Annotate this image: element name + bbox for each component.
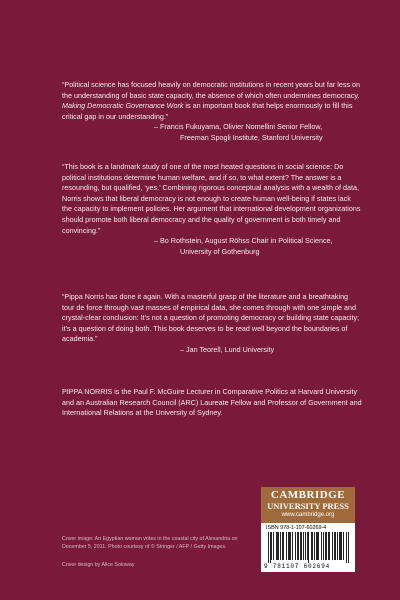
barcode-bar (268, 532, 269, 563)
barcode-bar (289, 532, 290, 560)
publisher-subname: UNIVERSITY PRESS (267, 501, 349, 511)
barcode-bar (271, 532, 272, 560)
barcode-bar (316, 532, 317, 560)
barcode-bar (341, 532, 342, 560)
cover-design-credit: Cover design by Alice Soloway (62, 562, 135, 568)
barcode-bar (335, 532, 336, 560)
barcode-bar (288, 532, 289, 560)
blurb-quote: “Pippa Norris has done it again. With a masterful grasp of the literature and a breathtaking tour de force through vast masses of empirical data, she comes through with one simple and crystal-clear conclusion: It’s not a question of promoting democracy or building state capacity; it’s a question of doing both. This book deserves to be read well beyond the boundaries of academia.” (62, 292, 360, 344)
barcode-bar (311, 532, 312, 560)
author-bio (62, 387, 362, 419)
blurb-teorell (62, 292, 362, 356)
barcode-bar (290, 532, 291, 560)
publisher-name: CAMBRIDGE (270, 489, 346, 501)
barcode-bar (321, 532, 322, 560)
blurb-attribution: – Francis Fukuyama, Olivier Nomellini Senior Fellow, (154, 122, 323, 132)
barcode-bar (276, 532, 277, 560)
barcode-bar (339, 532, 340, 560)
blurb-attribution: – Jan Teorell, Lund University (180, 344, 275, 354)
quote-text: “Political science has focused heavily on democratic institutions in recent years but far less on the understanding of basic state capacity, the absence of which often undermines democracy. (62, 80, 361, 100)
publisher-logo (261, 487, 355, 523)
blurb-rothstein (62, 162, 362, 257)
barcode-bar (297, 532, 298, 560)
blurb-quote: “This book is a landmark study of one of the most heated questions in social science: Do political institutions determine human welfare, and if so, to what extent? The answer is a resounding, but qualified, ‘yes.’ Combining rigorous conceptual analysis with a wealth of data, Norris shows that liberal democracy is not enough to create human well-being if states lack the capacity to implement policies. Her argument that international development organizations should promote both liberal democracy and the quality of government is both timely and convincing.” (62, 162, 361, 235)
barcode-bar (348, 532, 349, 563)
barcode-bar (334, 532, 335, 560)
barcode-bar (323, 532, 324, 560)
barcode-bar (282, 532, 283, 560)
barcode-bar (325, 532, 326, 560)
barcode-bar (273, 532, 274, 560)
blurb-fukuyama (62, 80, 362, 144)
barcode-number: 9 781107 602694 (264, 563, 331, 570)
barcode-bar (301, 532, 302, 560)
blurb-attribution-affiliation: Freeman Spogli Institute, Stanford University (180, 132, 323, 142)
quote-text: is an important book that helps enormously to fill this critical gap in our understanding.” (62, 101, 353, 121)
barcode-bar (286, 532, 287, 560)
publisher-block (261, 487, 355, 572)
barcode-bar (270, 532, 271, 563)
cover-image-credit: Cover image: An Egyptian woman votes in the coastal city of Alexandria on December 5, 2011. Photo courtesy of © Stringer / AFP / Getty Images. (62, 536, 238, 550)
barcode-bar (326, 532, 327, 560)
book-title-italic: Making Democratic Governance Work (62, 101, 184, 111)
barcode-bar (277, 532, 278, 560)
barcode-bar (295, 532, 296, 560)
barcode-bar (312, 532, 313, 560)
barcode-bar (332, 532, 333, 560)
barcode-bar (346, 532, 347, 563)
barcode-bar (278, 532, 279, 560)
barcode-bar (329, 532, 330, 560)
barcode-bar (303, 532, 304, 560)
barcode-bar (337, 532, 338, 560)
barcode-bar (298, 532, 299, 560)
barcode-bar (283, 532, 284, 560)
barcode-bar (307, 532, 308, 560)
barcode-bar (308, 532, 309, 563)
barcode-bar (343, 532, 344, 560)
barcode-bar (317, 532, 318, 560)
barcode-bar (340, 532, 341, 560)
barcode-bar (318, 532, 319, 560)
isbn-barcode-box (261, 523, 355, 572)
blurb-attribution-affiliation: University of Gothenburg (180, 246, 260, 256)
barcode (268, 532, 351, 563)
author-bio-text: PIPPA NORRIS is the Paul F. McGuire Lecturer in Comparative Politics at Harvard University and an Australian Research Council (ARC) Laureate Fellow and Professor of Government and International Relations at the University of Sydney. (62, 387, 362, 418)
blurb-quote (62, 80, 362, 122)
barcode-bar (300, 532, 301, 560)
publisher-url: www.cambridge.org (281, 512, 335, 518)
isbn-text: ISBN 978-1-107-60269-4 (266, 525, 327, 531)
barcode-bar (280, 532, 281, 560)
barcode-bar (292, 532, 293, 560)
barcode-bar (328, 532, 329, 560)
barcode-bar (305, 532, 306, 560)
barcode-bar (314, 532, 315, 560)
blurb-attribution: – Bo Rothstein, August Röhss Chair in Political Science, (154, 236, 333, 246)
